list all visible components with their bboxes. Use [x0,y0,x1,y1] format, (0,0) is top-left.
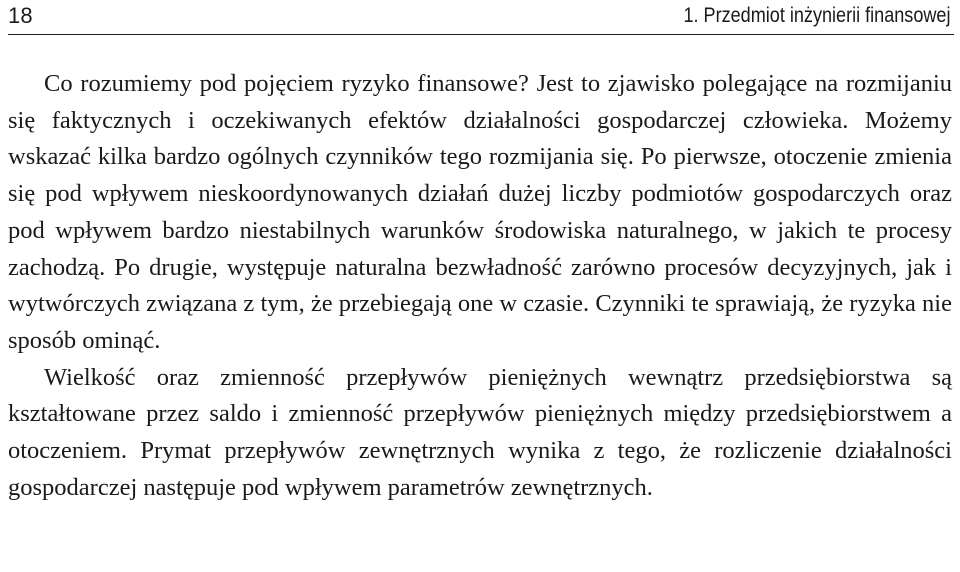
chapter-title: 1. Przedmiot inżynierii finansowej [682,4,950,27]
header-rule [8,34,954,35]
body-text [8,66,952,506]
paragraph-financial-risk: Co rozumiemy pod pojęciem ryzyko finansowe? Jest to zjawisko polegające na rozmijaniu się faktycznych i oczekiwanych efektów działalności gospodarczej człowieka. Możemy wskazać kilka bardzo ogólnych czynników tego rozmijania się. Po pierwsze, otoczenie zmienia się pod wpływem nieskoordynowanych działań dużej liczby podmiotów gospodarczych oraz pod wpływem bardzo niestabilnych warunków środowiska naturalnego, w jakich te procesy zachodzą. Po drugie, występuje naturalna bezwładność zarówno procesów decyzyjnych, jak i wytwórczych związana z tym, że przebiegają one w czasie. Czynniki te sprawiają, że ryzyka nie sposób ominąć. [8,70,952,354]
page-number: 18 [8,3,33,28]
page-header [8,0,952,34]
paragraph-cash-flows: Wielkość oraz zmienność przepływów pieniężnych wewnątrz przedsiębiorstwa są kształtowane przez saldo i zmienność przepływów pieniężnych między przedsiębiorstwem a otoczeniem. Prymat przepływów zewnętrznych wynika z tego, że rozliczenie działalności gospodarczej następuje pod wpływem parametrów zewnętrznych. [8,363,952,501]
